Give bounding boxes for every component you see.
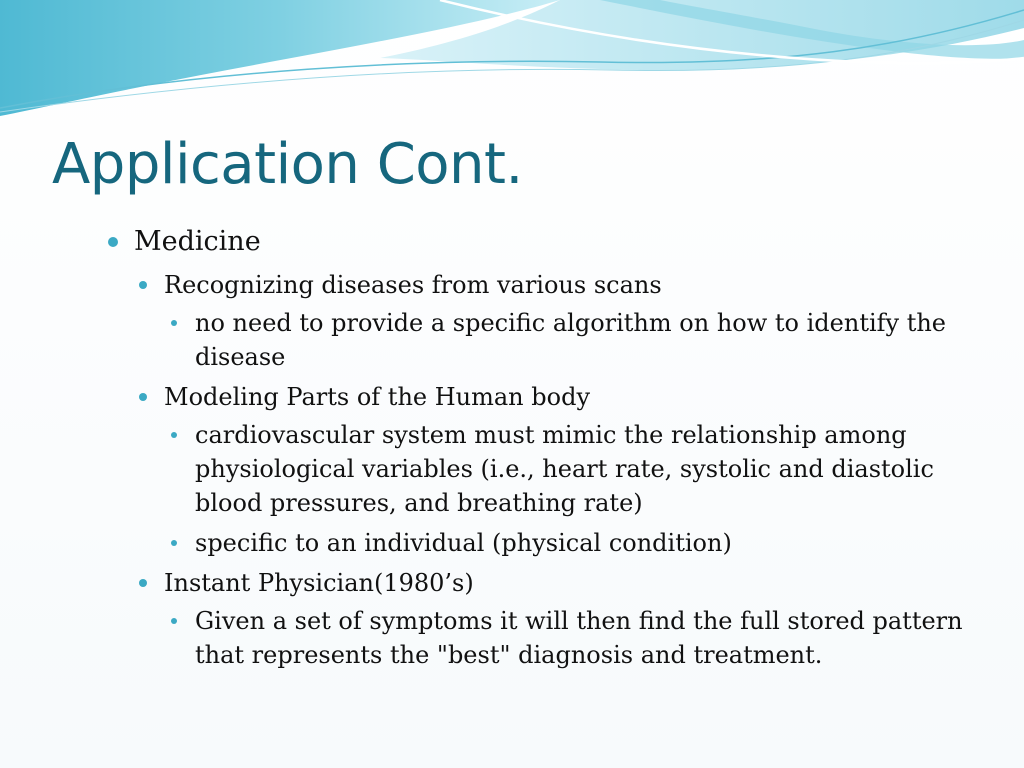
bullet-scans-detail — [0, 306, 1024, 374]
header-wave-decoration — [0, 0, 1024, 130]
bullet-text: Instant Physician(1980’s) — [164, 569, 474, 597]
bullet-dot-icon — [139, 281, 147, 289]
bullet-physician-detail — [0, 604, 1024, 672]
bullet-dot-icon — [139, 579, 147, 587]
bullet-dot-icon — [108, 237, 118, 247]
bullet-list — [0, 222, 1024, 678]
bullet-text: no need to provide a specific algorithm on how to identify the disease — [195, 309, 947, 371]
bullet-dot-icon — [171, 540, 177, 546]
bullet-text: cardiovascular system must mimic the relationship among physiological variables (i.e., heart rate, systolic and diastolic blood pressures, and breathing rate) — [195, 421, 934, 517]
bullet-physician — [0, 566, 1024, 600]
bullet-text: Medicine — [134, 226, 261, 257]
bullet-text: specific to an individual (physical condition) — [195, 529, 732, 557]
bullet-text: Recognizing diseases from various scans — [164, 271, 662, 299]
bullet-dot-icon — [171, 320, 177, 326]
bullet-scans — [0, 268, 1024, 302]
bullet-modeling-detail-2 — [0, 526, 1024, 560]
slide-title: Application Cont. — [52, 132, 523, 197]
bullet-text: Given a set of symptoms it will then find the full stored pattern that represents the "best" diagnosis and treatment. — [195, 607, 963, 669]
bullet-modeling — [0, 380, 1024, 414]
bullet-dot-icon — [171, 432, 177, 438]
bullet-dot-icon — [139, 393, 147, 401]
bullet-text: Modeling Parts of the Human body — [164, 383, 590, 411]
bullet-modeling-detail-1 — [0, 418, 1024, 520]
bullet-dot-icon — [171, 618, 177, 624]
bullet-medicine — [0, 222, 1024, 262]
